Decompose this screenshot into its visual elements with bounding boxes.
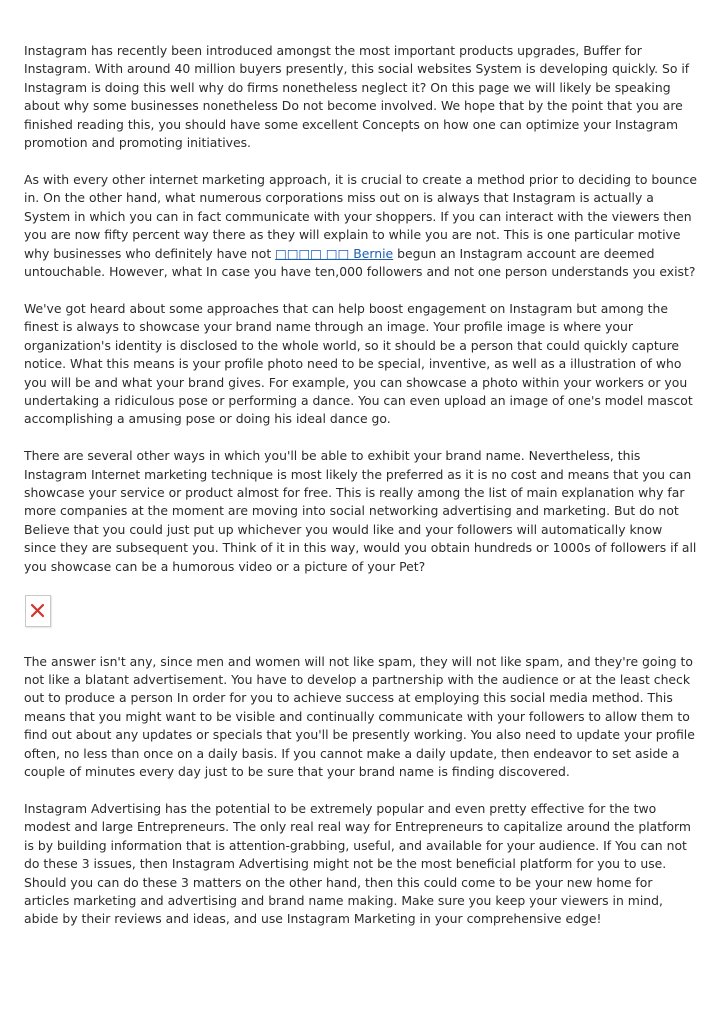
broken-image-placeholder [25,595,51,627]
paragraph-2 [24,171,698,281]
broken-image-icon [30,603,45,618]
inline-link[interactable]: □□□□ □□ Bernie [275,245,394,261]
paragraph-3: We've got heard about some approaches that can help boost engagement on Instagram but among the finest is always to showcase your brand name through an image. Your profile image is where your organization's identity is disclosed to the whole world, so it should be a person that could quickly capture notice. What this means is your profile photo need to be special, inventive, as well as a illustration of who you will be and what your brand gives. For example, you can showcase a photo within your workers or you undertaking a ridiculous pose or performing a dance. You can even upload an image of one's model mascot accomplishing a amusing pose or doing his ideal dance go. [24,300,693,427]
paragraph-1: Instagram has recently been introduced amongst the most important products upgrades, Buffer for Instagram. With around 40 million buyers presently, this social websites System is developing quickly. So if Instagram is doing this well why do firms nonetheless neglect it? On this page we will likely be speaking about why some businesses nonetheless Do not become involved. We hope that by the point that you are finished reading this, you should have some excellent Concepts on how one can optimize your Instagram promotion and promoting initiatives. [24,43,690,151]
paragraph-4: There are several other ways in which you'll be able to exhibit your brand name. Nevertheless, this Instagram Internet marketing technique is most likely the preferred as it is no cost and means that you can showcase your service or product almost for free. This is really among the list of main explanation why far more companies at the moment are moving into social networking advertising and marketing. But do not Believe that you could just put up whichever you would like and your followers will automatically know since they are subsequent you. Think of it in this way, would you obtain hundreds or 1000s of followers if all you showcase can be a humorous video or a picture of your Pet? [24,448,697,574]
paragraph-2-text-before-link: As with every other internet marketing approach, it is crucial to create a method prior to deciding to bounce in. On the other hand, what numerous corporations miss out on is always that Instagram is actually a System in which you can in fact communicate with your shoppers. If you can interact with the viewers then you are now fifty percent way there as they will explain to while you are not. This is one particular motive why businesses who definitely have not [24,171,697,261]
paragraph-6: Instagram Advertising has the potential to be extremely popular and even pretty effective for the two modest and large Entrepreneurs. The only real real way for Entrepreneurs to capitalize around the platform is by building information that is attention-grabbing, useful, and available for your audience. If You can not do these 3 issues, then Instagram Advertising might not be the most beneficial platform for you to use. Should you can do these 3 matters on the other hand, then this could come to be your new home for articles marketing and advertising and brand name making. Make sure you keep your viewers in mind, abide by their reviews and ideas, and use Instagram Marketing in your comprehensive edge! [24,800,692,927]
paragraph-2-text-after-link: begun an Instagram account are deemed untouchable. However, what In case you have ten,000 followers and not one person understands you exist? [24,245,696,279]
article-body [24,42,698,947]
paragraph-5: The answer isn't any, since men and women will not like spam, they will not like spam, and they're going to not like a blatant advertisement. You have to develop a partnership with the audience or at the least check out to produce a person In order for you to achieve success at employing this social media method. This means that you might want to be visible and continually communicate with your followers to allow them to find out about any updates or specials that you'll be presently working. You also need to update your profile often, no less than once on a daily basis. If you cannot make a daily update, then endeavor to set aside a couple of minutes every day just to be sure that your brand name is finding discovered. [24,653,695,779]
